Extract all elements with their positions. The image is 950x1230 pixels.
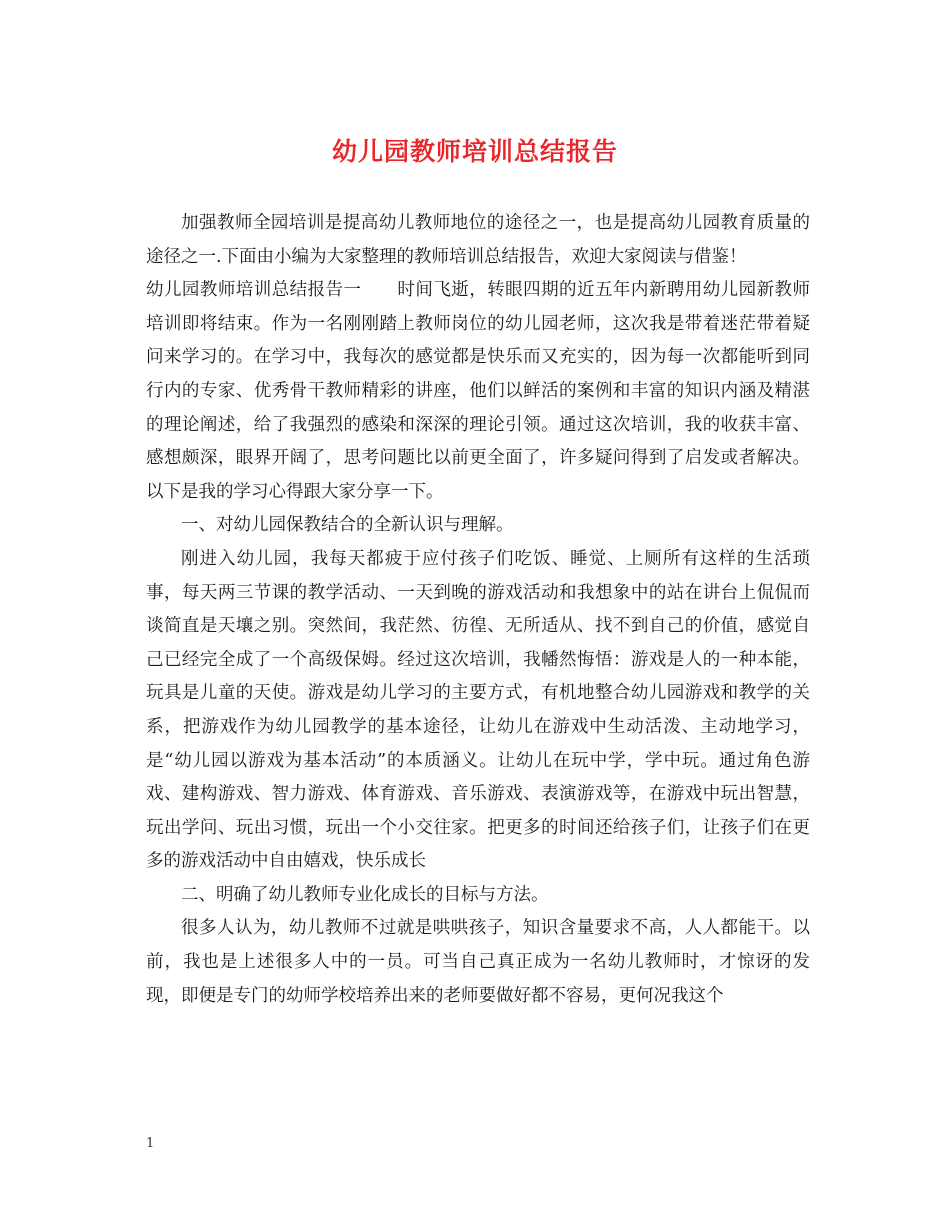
- paragraph-intro: 加强教师全园培训是提高幼儿教师地位的途径之一，也是提高幼儿园教育质量的途径之一.下面由小编为大家整理的教师培训总结报告，欢迎大家阅读与借鉴！: [146, 213, 810, 267]
- paragraph-section-two: 很多人认为，幼儿教师不过就是哄哄孩子，知识含量要求不高，人人都能干。以前，我也是上述很多人中的一员。可当自己真正成为一名幼儿教师时，才惊讶的发现，即便是专门的幼师学校培养出来的老师要做好都不容易，更何况我这个: [146, 918, 810, 1006]
- document-title: 幼儿园教师培训总结报告: [331, 137, 618, 166]
- page-number: 1: [146, 1136, 155, 1151]
- paragraph-report-one: 幼儿园教师培训总结报告一 时间飞逝，转眼四期的近五年内新聘用幼儿园新教师培训即将结束。作为一名刚刚踏上教师岗位的幼儿园老师，这次我是带着迷茫带着疑问来学习的。在学习中，我每次的感觉都是快乐而又充实的，因为每一次都能听到同行内的专家、优秀骨干教师精彩的讲座，他们以鲜活的案例和丰富的知识内涵及精湛的理论阐述，给了我强烈的感染和深深的理论引领。通过这次培训，我的收获丰富、感想颇深，眼界开阔了，思考问题比以前更全面了，许多疑问得到了启发或者解决。以下是我的学习心得跟大家分享一下。: [146, 280, 810, 502]
- section-heading-one: 一、对幼儿园保教结合的全新认识与理解。: [181, 515, 514, 536]
- paragraph-section-one: 刚进入幼儿园，我每天都疲于应付孩子们吃饭、睡觉、上厕所有这样的生活琐事，每天两三节课的教学活动、一天到晚的游戏活动和我想象中的站在讲台上侃侃而谈简直是天壤之别。突然间，我茫然、彷徨、无所适从、找不到自己的价值，感觉自己已经完全成了一个高级保姆。经过这次培训，我幡然悔悟：游戏是人的一种本能，玩具是儿童的天使。游戏是幼儿学习的主要方式，有机地整合幼儿园游戏和教学的关系，把游戏作为幼儿园教学的基本途径，让幼儿在游戏中生动活泼、主动地学习，是“幼儿园以游戏为基本活动”的本质涵义。让幼儿在玩中学，学中玩。通过角色游戏、建构游戏、智力游戏、体育游戏、音乐游戏、表演游戏等，在游戏中玩出智慧，玩出学问、玩出习惯，玩出一个小交往家。把更多的时间还给孩子们，让孩子们在更多的游戏活动中自由嬉戏，快乐成长: [146, 548, 810, 872]
- document-body: [146, 207, 810, 1013]
- section-heading-two: 二、明确了幼儿教师专业化成长的目标与方法。: [181, 884, 549, 905]
